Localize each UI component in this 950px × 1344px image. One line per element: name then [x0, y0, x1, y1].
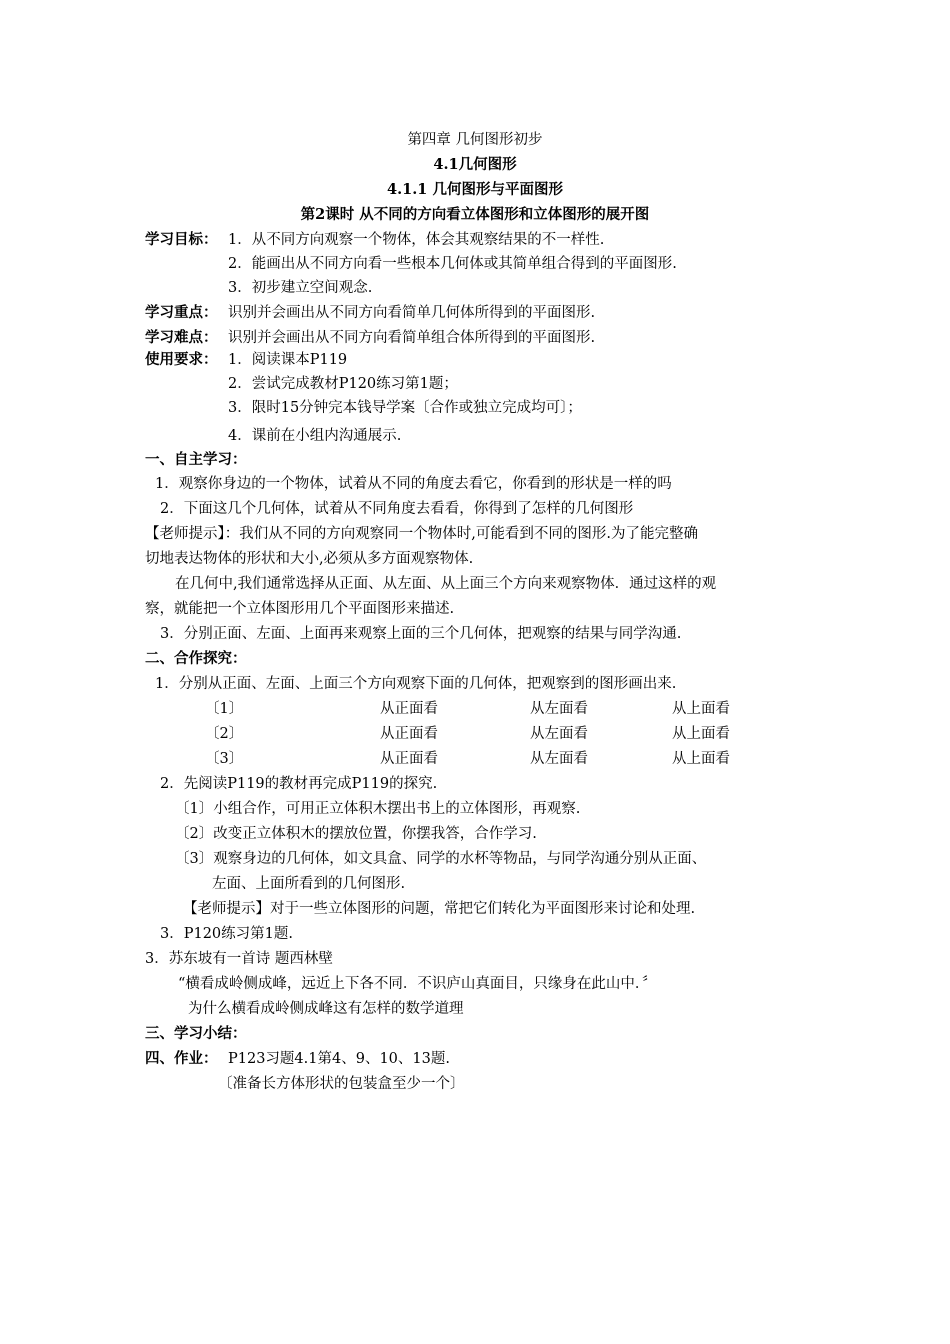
goal-item-1: 1．从不同方向观察一个物体，体会其观察结果的不一样性. [228, 232, 605, 248]
section1-para-line2: 察，就能把一个立体图形用几个平面图形来描述. [145, 601, 455, 617]
requirement-item-1: 1．阅读课本P119 [228, 352, 348, 368]
view-row-number: 〔3〕 [205, 751, 244, 767]
requirement-item-3: 3．限时15分钟完本钱导学案〔合作或独立完成均可〕； [228, 400, 582, 416]
goals-label: 学习目标： [145, 231, 218, 248]
section2-q2: 2．先阅读P119的教材再完成P119的探究. [160, 776, 438, 792]
difficulty-text: 识别并会画出从不同方向看简单组合体所得到的平面图形. [228, 330, 596, 346]
section2-sub2: 〔2〕改变正立体积木的摆放位置，你摆我答，合作学习. [175, 826, 537, 842]
goal-item-3: 3．初步建立空间观念. [228, 280, 373, 296]
front-view-label: 从正面看 [380, 701, 438, 717]
front-view-label: 从正面看 [380, 726, 438, 742]
left-view-label: 从左面看 [530, 726, 588, 742]
section2-sub1: 〔1〕小组合作，可用正立体积木摆出书上的立体图形，再观察. [175, 801, 581, 817]
section3-title: 三、学习小结： [145, 1025, 247, 1042]
difficulty-label: 学习难点： [145, 329, 218, 346]
section1-q1: 1．观察你身边的一个物体，试着从不同的角度去看它，你看到的形状是一样的吗 [155, 476, 672, 492]
left-view-label: 从左面看 [530, 751, 588, 767]
section-title: 4.1几何图形 [433, 156, 517, 173]
section1-q2: 2．下面这几个几何体，试着从不同角度去看看，你得到了怎样的几何图形 [160, 501, 634, 517]
homework-note: 〔准备长方体形状的包装盒至少一个〕 [218, 1076, 465, 1092]
requirements-label: 使用要求： [145, 351, 218, 368]
section4-title: 四、作业： [145, 1050, 218, 1067]
view-row-number: 〔2〕 [205, 726, 244, 742]
poem-question: 为什么横看成岭侧成峰这有怎样的数学道理 [188, 1001, 464, 1017]
chapter-title: 第四章 几何图形初步 [407, 132, 543, 148]
section1-hint-line1: 【老师提示】：我们从不同的方向观察同一个物体时,可能看到不同的图形.为了能完整确 [145, 526, 698, 542]
section2-sub3-line1: 〔3〕观察身边的几何体，如文具盒、同学的水杯等物品，与同学沟通分别从正面、 [175, 851, 707, 867]
lesson-title: 第2课时 从不同的方向看立体图形和立体图形的展开图 [300, 206, 650, 223]
section1-hint-line2: 切地表达物体的形状和大小,必须从多方面观察物体. [145, 551, 474, 567]
section2-sub3-line2: 左面、上面所看到的几何图形. [212, 876, 406, 892]
section1-para-line1: 在几何中,我们通常选择从正面、从左面、从上面三个方向来观察物体．通过这样的观 [175, 576, 717, 592]
top-view-label: 从上面看 [672, 726, 730, 742]
section2-hint: 【老师提示】对于一些立体图形的问题，常把它们转化为平面图形来讨论和处理. [183, 901, 696, 917]
requirement-item-4: 4．课前在小组内沟通展示. [228, 428, 402, 444]
top-view-label: 从上面看 [672, 751, 730, 767]
front-view-label: 从正面看 [380, 751, 438, 767]
subsection-title: 4.1.1 几何图形与平面图形 [387, 181, 563, 198]
goal-item-2: 2．能画出从不同方向看一些根本几何体或其简单组合得到的平面图形. [228, 256, 677, 272]
section1-title: 一、自主学习： [145, 451, 247, 468]
section2-q3: 3．P120练习第1题. [160, 926, 293, 942]
key-point-text: 识别并会画出从不同方向看简单几何体所得到的平面图形. [228, 305, 596, 321]
top-view-label: 从上面看 [672, 701, 730, 717]
section1-q3: 3．分别正面、左面、上面再来观察上面的三个几何体，把观察的结果与同学沟通. [160, 626, 682, 642]
section2-q1: 1．分别从正面、左面、上面三个方向观察下面的几何体，把观察到的图形画出来. [155, 676, 677, 692]
homework-text: P123习题4.1第4、9、10、13题. [228, 1051, 450, 1067]
left-view-label: 从左面看 [530, 701, 588, 717]
section2-q4: 3．苏东坡有一首诗 题西林壁 [145, 951, 333, 967]
section2-title: 二、合作探究： [145, 650, 247, 667]
view-row-number: 〔1〕 [205, 701, 244, 717]
poem-text: “横看成岭侧成峰，远近上下各不同．不识庐山真面目，只缘身在此山中．〞 [178, 976, 657, 992]
key-point-label: 学习重点： [145, 304, 218, 321]
requirement-item-2: 2．尝试完成教材P120练习第1题； [228, 376, 458, 392]
